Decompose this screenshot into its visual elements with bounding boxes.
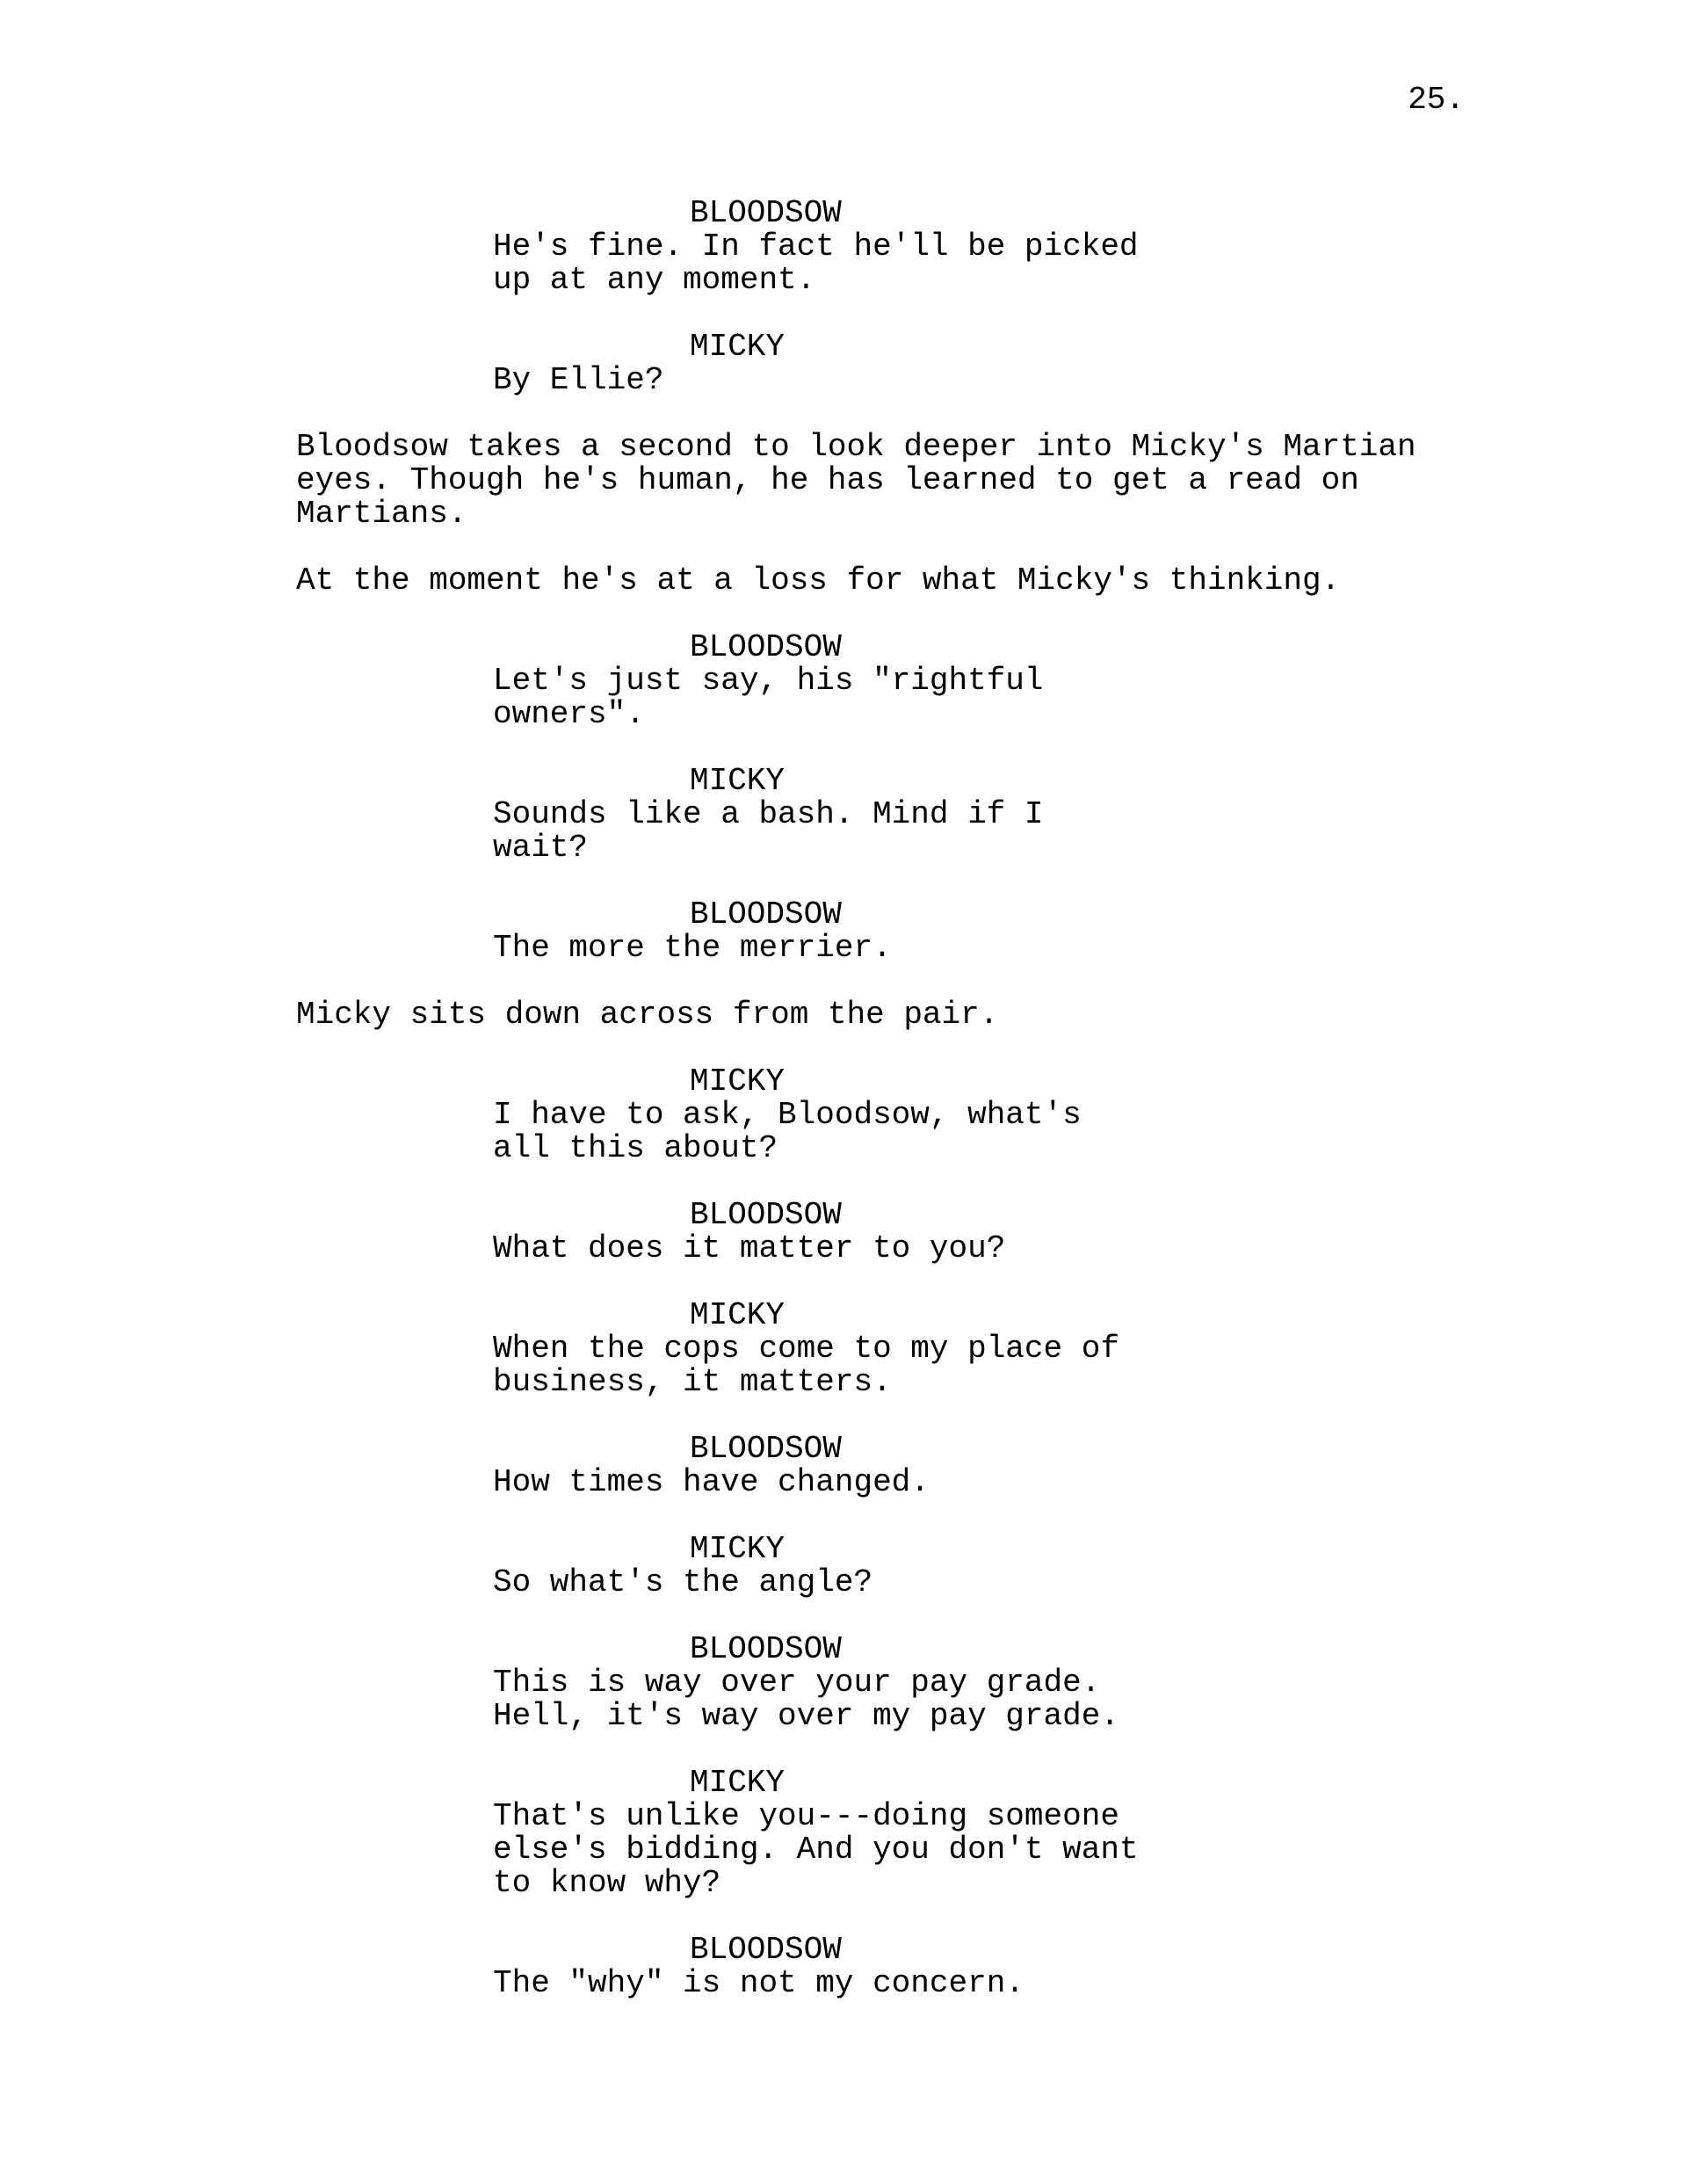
dialogue-line: up at any moment. <box>493 262 816 298</box>
action-line: Bloodsow takes a second to look deeper into Micky's Martian <box>296 429 1416 465</box>
dialogue-line: He's fine. In fact he'll be picked <box>493 229 1139 265</box>
dialogue-line: So what's the angle? <box>493 1564 873 1600</box>
action-line: Martians. <box>296 496 467 532</box>
dialogue-line: to know why? <box>493 1865 721 1901</box>
dialogue-line: business, it matters. <box>493 1364 892 1400</box>
dialogue-line: How times have changed. <box>493 1464 930 1500</box>
character-cue: BLOODSOW <box>690 1431 842 1467</box>
dialogue-line: Let's just say, his "rightful <box>493 663 1044 699</box>
character-cue: MICKY <box>690 329 786 365</box>
action-line: Micky sits down across from the pair. <box>296 997 999 1033</box>
character-cue: BLOODSOW <box>690 195 842 231</box>
action-line: eyes. Though he's human, he has learned to get a read on <box>296 462 1359 498</box>
dialogue-line: That's unlike you---doing someone <box>493 1798 1119 1834</box>
dialogue-line: This is way over your pay grade. <box>493 1665 1101 1701</box>
dialogue-line: Hell, it's way over my pay grade. <box>493 1698 1119 1734</box>
character-cue: MICKY <box>690 1765 786 1801</box>
character-cue: BLOODSOW <box>690 629 842 665</box>
dialogue-line: Sounds like a bash. Mind if I <box>493 796 1044 832</box>
dialogue-line: all this about? <box>493 1130 778 1166</box>
character-cue: MICKY <box>690 1063 786 1099</box>
dialogue-line: When the cops come to my place of <box>493 1331 1119 1367</box>
dialogue-line: The more the merrier. <box>493 930 892 966</box>
character-cue: MICKY <box>690 1297 786 1333</box>
character-cue: BLOODSOW <box>690 1197 842 1233</box>
dialogue-line: What does it matter to you? <box>493 1230 1006 1266</box>
action-line: At the moment he's at a loss for what Micky's thinking. <box>296 562 1341 599</box>
character-cue: MICKY <box>690 1531 786 1567</box>
character-cue: BLOODSOW <box>690 896 842 932</box>
character-cue: MICKY <box>690 763 786 799</box>
dialogue-line: By Ellie? <box>493 362 664 398</box>
dialogue-line: else's bidding. And you don't want <box>493 1832 1139 1868</box>
dialogue-line: owners". <box>493 696 645 732</box>
character-cue: BLOODSOW <box>690 1932 842 1968</box>
page-number: 25. <box>1408 82 1465 118</box>
screenplay-body <box>296 197 1526 2000</box>
dialogue-line: The "why" is not my concern. <box>493 1965 1025 2001</box>
dialogue-line: wait? <box>493 830 589 866</box>
character-cue: BLOODSOW <box>690 1631 842 1667</box>
dialogue-line: I have to ask, Bloodsow, what's <box>493 1097 1082 1133</box>
